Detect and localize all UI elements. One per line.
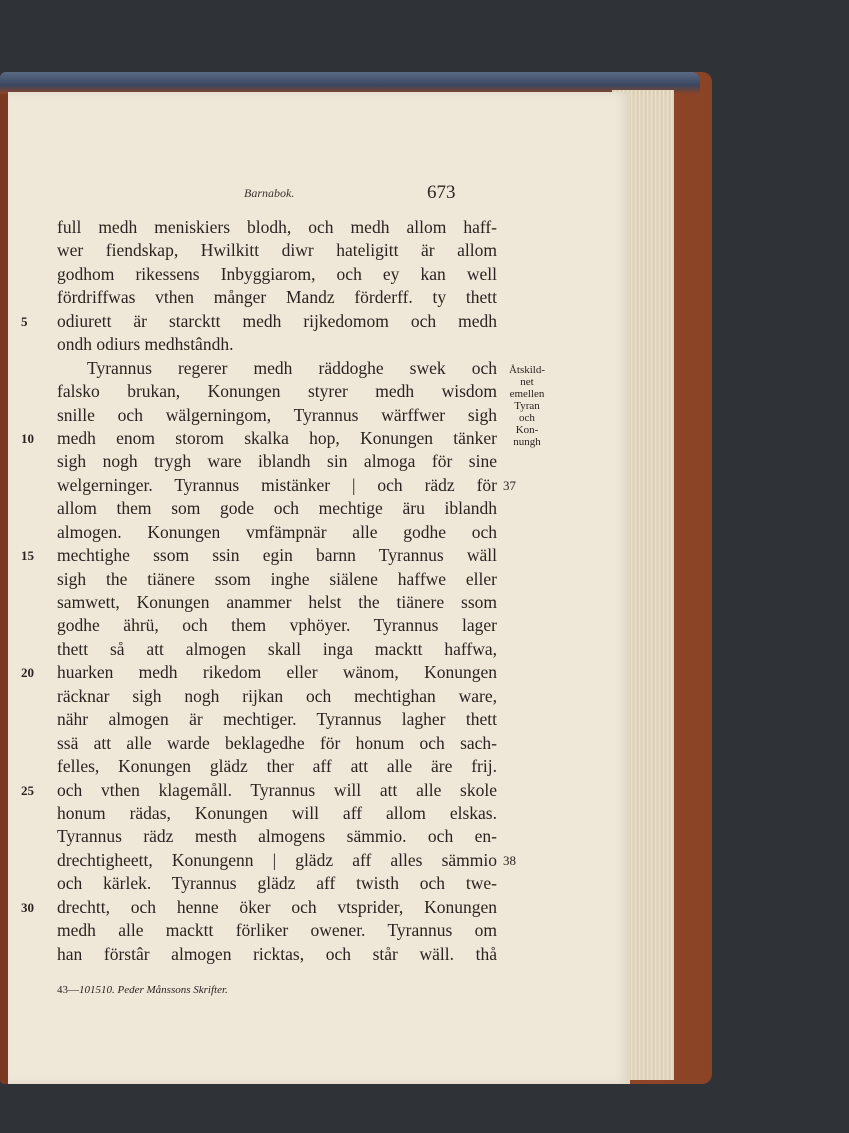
text-line <box>57 825 497 848</box>
text-line-content: ondh odiurs medhstândh. <box>57 334 234 355</box>
text-line-content: huarken medh rikedom eller wänom, Konungen <box>57 662 497 683</box>
text-line <box>57 497 497 520</box>
text-line <box>21 896 497 919</box>
text-line <box>57 732 497 755</box>
margin-note-line: emellen <box>509 388 545 400</box>
text-line <box>57 333 497 356</box>
text-line <box>21 661 497 684</box>
text-line <box>57 614 497 637</box>
text-line <box>57 474 516 497</box>
text-line <box>57 872 497 895</box>
text-line-content: och kärlek. Tyrannus glädz aff twisth och twe- <box>57 873 497 894</box>
text-line <box>57 263 497 286</box>
text-line-content: almogen. Konungen vmfämpnär alle godhe och <box>57 521 497 542</box>
margin-note-line: och <box>519 412 535 424</box>
text-line <box>57 216 497 239</box>
text-line <box>57 450 497 473</box>
line-number: 10 <box>21 430 34 446</box>
text-line-content: thett så att almogen skall inga macktt haffwa, <box>57 638 497 659</box>
text-line <box>57 286 497 309</box>
text-line <box>57 919 497 942</box>
text-line-content: medh alle macktt förliker owener. Tyrannus om <box>57 920 497 941</box>
text-line <box>57 357 497 380</box>
text-line-content: Tyrannus regerer medh räddoghe swek och <box>87 357 497 378</box>
text-line-content: snille och wälgerningom, Tyrannus wärffwer sigh <box>57 404 497 425</box>
text-line-content: godhe ährü, och them vphöyer. Tyrannus lager <box>57 615 497 636</box>
text-line <box>57 708 497 731</box>
text-line <box>21 310 497 333</box>
margin-note-line: nungh <box>513 436 541 448</box>
signature-line <box>57 984 228 996</box>
text-line <box>57 239 497 262</box>
text-line <box>57 591 497 614</box>
text-line-content: samwett, Konungen anammer helst the tiänere ssom <box>57 592 497 612</box>
signature-text: 101510. Peder Månssons Skrifter. <box>79 984 228 996</box>
margin-note-line: Tyran <box>514 400 540 412</box>
text-line-content: Tyrannus rädz mesth almogens sämmio. och en- <box>57 826 497 847</box>
text-line-content: odiurett är starcktt medh rijkedomom och medh <box>57 310 497 331</box>
original-page-ref: 37 <box>503 477 516 493</box>
text-line-content: mechtighe ssom ssin egin barnn Tyrannus wäll <box>57 545 497 566</box>
body-text <box>21 216 516 966</box>
text-line <box>57 755 497 778</box>
text-line <box>57 685 497 708</box>
text-line-content: drechtigheett, Konungenn | glädz aff alles sämmio <box>57 849 497 870</box>
margin-note-line: Kon- <box>515 424 539 436</box>
text-line <box>57 638 497 661</box>
original-page-ref: 38 <box>503 852 516 868</box>
running-head <box>0 182 640 206</box>
text-line-content: fördriffwas vthen månger Mandz förderff. ty thett <box>57 287 497 308</box>
line-number: 20 <box>21 665 34 681</box>
text-line-content: falsko brukan, Konungen styrer medh wisdom <box>57 381 497 402</box>
text-line-content: wer fiendskap, Hwilkitt diwr hateligitt är allom <box>57 240 497 261</box>
margin-note-line: Åtskild- <box>508 364 546 376</box>
text-line <box>21 427 497 450</box>
text-line <box>21 544 497 567</box>
text-line-content: sigh nogh trygh ware iblandh sin almoga för sine <box>57 451 497 472</box>
text-line-content: allom them som gode och mechtige äru iblandh <box>57 498 497 519</box>
text-line <box>57 521 497 544</box>
margin-note <box>497 364 557 448</box>
text-line-content: godhom rikessens Inbyggiarom, och ey kan well <box>57 263 497 284</box>
line-number: 30 <box>21 899 34 915</box>
text-line-content: medh enom storom skalka hop, Konungen tänker <box>57 427 497 448</box>
text-line <box>57 849 516 872</box>
text-line <box>57 802 497 825</box>
book-cover-top-edge <box>0 72 700 94</box>
text-line-content: full medh meniskiers blodh, och medh allom haff- <box>57 217 497 237</box>
line-number: 25 <box>21 782 34 798</box>
text-line <box>57 568 497 591</box>
text-line <box>57 380 497 403</box>
text-line-content: felles, Konungen glädz ther aff att alle äre frij. <box>57 756 497 777</box>
text-line-content: ssä att alle warde beklagedhe för honum och sach- <box>57 732 497 753</box>
line-number: 15 <box>21 548 34 564</box>
margin-note-line: net <box>520 376 534 388</box>
signature-number: 43— <box>57 984 79 996</box>
page-number: 673 <box>427 182 456 203</box>
text-line-content: han förstâr almogen ricktas, och står wäll. thå <box>57 943 497 964</box>
text-line-content: sigh the tiänere ssom inghe siälene haffwe eller <box>57 568 497 589</box>
running-head-title: Barnabok. <box>244 186 295 200</box>
text-line-content: honum rädas, Konungen will aff allom elskas. <box>57 802 497 823</box>
text-line <box>57 943 497 966</box>
text-line <box>21 779 497 802</box>
text-line-content: räcknar sigh nogh rijkan och mechtighan ware, <box>57 685 497 706</box>
text-line-content: welgerninger. Tyrannus mistänker | och rädz för <box>57 474 497 495</box>
text-line-content: nähr almogen är mechtiger. Tyrannus lagher thett <box>57 709 497 730</box>
text-line <box>57 404 497 427</box>
text-line-content: och vthen klagemåll. Tyrannus will att alle skole <box>57 779 497 800</box>
line-number: 5 <box>21 313 28 329</box>
text-line-content: drechtt, och henne öker och vtsprider, Konungen <box>57 896 497 917</box>
